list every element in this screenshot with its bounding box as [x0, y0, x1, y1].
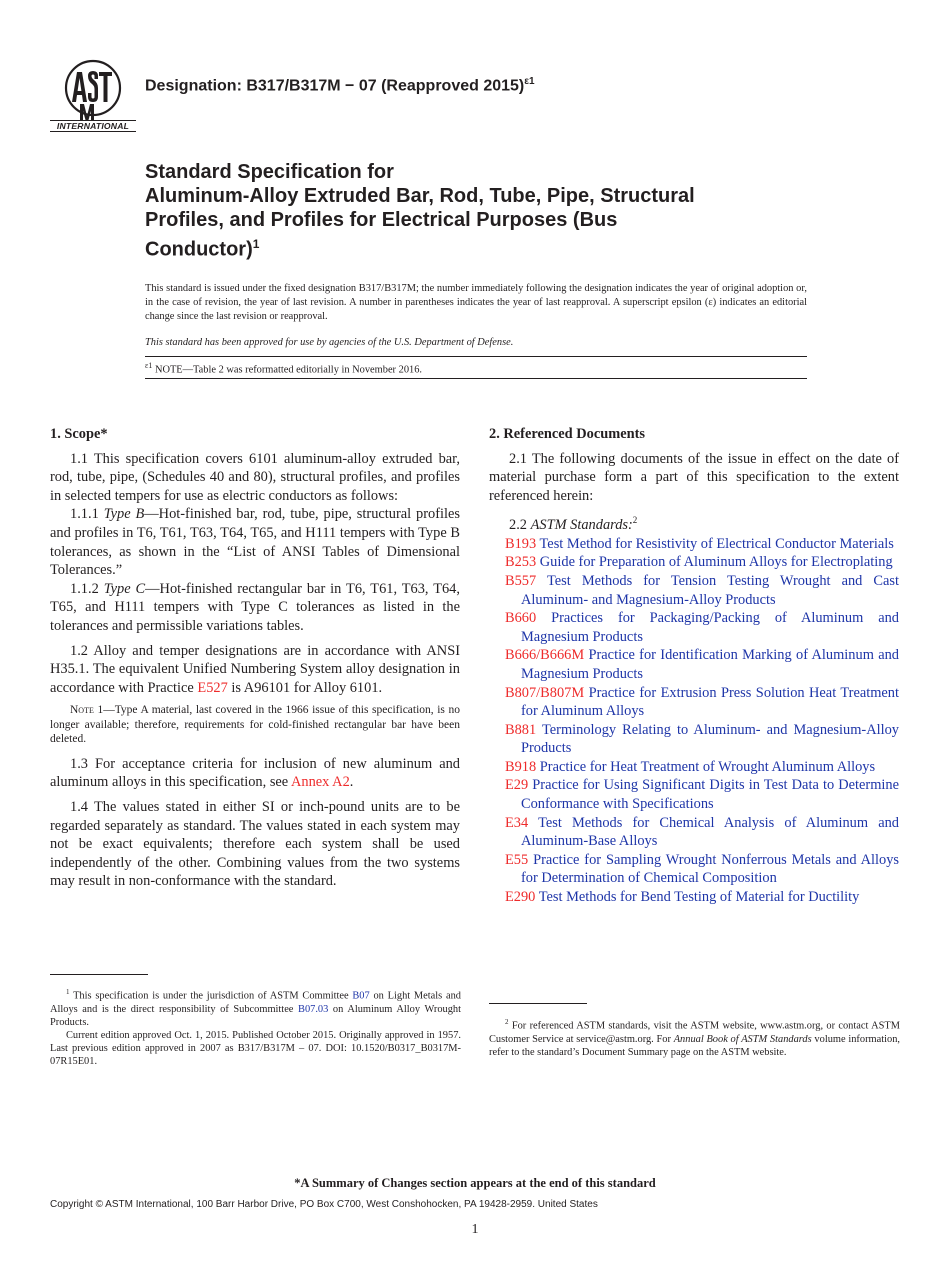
footnote-2-book-title: Annual Book of ASTM Standards: [673, 1033, 812, 1045]
footnote-rule-left: [50, 974, 148, 975]
epsilon-mark: ε1: [145, 361, 153, 370]
issuance-statement: This standard is issued under the fixed designation B317/B317M; the number immediately following the designation indicates the year of original adoption or, in the case of revision, the year of last revision. A number in parentheses indicates the year of last reapproval. A superscript epsilon (ε) indicates an editorial change since the last revision or reapproval.: [145, 283, 807, 322]
logo-wordmark: INTERNATIONAL: [50, 120, 136, 132]
reference-item: [489, 553, 899, 572]
reference-code-link[interactable]: E34: [505, 814, 529, 831]
reference-code-link[interactable]: E29: [505, 777, 529, 794]
type-c-term: Type C: [103, 580, 146, 597]
referenced-heading: 2. Referenced Documents: [489, 426, 645, 442]
astm-logo: [50, 58, 136, 134]
para-2-1: 2.1 The following documents of the issue in effect on the date of material purchase form a part of this specification to the extent referenced herein:: [489, 450, 899, 504]
footnote-1-mark: 1: [66, 988, 70, 996]
reference-item: [489, 776, 899, 813]
reference-title-link[interactable]: Test Methods for Chemical Analysis of Aluminum and Aluminum-Base Alloys: [521, 814, 899, 850]
note-1-text: 1—Type A material, last covered in the 1966 issue of this specification, is no longer available; therefore, requirements for cold-finished rectangular bar have been deleted.: [50, 704, 460, 746]
divider-top: [145, 356, 807, 357]
reference-code-link[interactable]: E55: [505, 851, 529, 868]
reference-title-link[interactable]: Test Method for Resistivity of Electrical Conductor Materials: [536, 535, 894, 552]
note-1: [50, 703, 460, 747]
summary-of-changes-note: *A Summary of Changes section appears at the end of this standard: [294, 1176, 656, 1190]
para-1-2-text-b: is A96101 for Alloy 6101.: [227, 679, 383, 696]
footnote-2: [489, 1016, 900, 1059]
footnote-1-text-b: on Light Metals and Alloys and is the direct responsibility of Subcommittee: [50, 990, 461, 1015]
reference-item: [489, 758, 899, 777]
reference-title-link[interactable]: Terminology Relating to Aluminum- and Magnesium-Alloy Products: [521, 721, 899, 757]
type-b-term: Type B: [103, 506, 145, 523]
link-annex-a2[interactable]: Annex A2: [291, 774, 350, 791]
reference-title-link[interactable]: Test Methods for Bend Testing of Material for Ductility: [535, 889, 860, 906]
designation-superscript: ε1: [524, 76, 535, 87]
reference-item: [489, 535, 899, 554]
reference-code-link[interactable]: B660: [505, 610, 537, 627]
reference-code-link[interactable]: B557: [505, 572, 537, 589]
reference-item: [489, 572, 899, 609]
para-1-2-text-a: 1.2 Alloy and temper designations are in accordance with ANSI H35.1. The equivalent Unified Numbering System alloy designation in accordance with Practice: [50, 642, 460, 696]
reference-code-link[interactable]: B881: [505, 721, 537, 738]
para-1-3-text-b: .: [349, 774, 354, 791]
copyright-line: Copyright © ASTM International, 100 Barr Harbor Drive, PO Box C700, West Conshohocken, PA 19428-2959. United States: [50, 1199, 598, 1210]
footnote-2-mark-bottom: 2: [505, 1018, 509, 1026]
title-line-4-text: Conductor): [145, 238, 253, 261]
title-line-3: Profiles, and Profiles for Electrical Purposes (Bus: [145, 209, 618, 231]
note-1-label: Note: [70, 704, 94, 717]
link-b07-03[interactable]: B07.03: [298, 1003, 329, 1015]
title-line-2: Aluminum-Alloy Extruded Bar, Rod, Tube, Pipe, Structural: [145, 185, 695, 207]
para-1-1-2-num: 1.1.2: [70, 580, 104, 597]
reference-code-link[interactable]: B193: [505, 535, 537, 552]
reference-code-link[interactable]: B918: [505, 758, 537, 775]
footnote-2-para: [489, 1016, 900, 1059]
designation-text: Designation: B317/B317M − 07 (Reapproved 2015): [145, 77, 525, 95]
reference-item: [489, 721, 899, 758]
reference-item: [489, 888, 899, 907]
footnote-1-para-1: [50, 986, 461, 1029]
footnote-1-text-a: This specification is under the jurisdiction of ASTM Committee: [69, 990, 353, 1002]
scope-heading: 1. Scope*: [50, 426, 108, 442]
scope-section: [50, 425, 460, 897]
para-1-4: 1.4 The values stated in either SI or inch-pound units are to be regarded separately as standard. The values stated in each system may not be exact equivalents; therefore each system shall be used independently of the other. Combining values from the two systems may result in non-conformance with the standard.: [50, 799, 460, 890]
reference-item: [489, 609, 899, 646]
reference-title-link[interactable]: Guide for Preparation of Aluminum Alloys for Electroplating: [536, 554, 893, 571]
footnote-1-text-c: on Aluminum Alloy Wrought Products.: [50, 1003, 461, 1028]
reference-title-link[interactable]: Practices for Packaging/Packing of Aluminum and Magnesium Products: [521, 610, 899, 645]
reference-title-link[interactable]: Practice for Sampling Wrought Nonferrous Metals and Alloys for Determination of Chemical Composition: [521, 851, 899, 887]
para-1-1: 1.1 This specification covers 6101 aluminum-alloy extruded bar, rod, tube, pipe, (Schedules 40 and 80), structural profiles, and profiles in selected tempers for use as electric conductors as follows:: [50, 450, 460, 504]
reference-item: [489, 684, 899, 721]
footnote-2-mark: 2: [632, 515, 638, 526]
link-e527[interactable]: E527: [197, 679, 228, 696]
para-1-1-2-text: —Hot-finished rectangular bar in T6, T61, T63, T64, T65, and H111 tempers with Type C tolerances as listed in the tolerances and permissible variations tables.: [50, 580, 460, 634]
astm-standards-label: ASTM Standards:: [530, 517, 633, 534]
editorial-note: [145, 361, 422, 375]
reference-title-link[interactable]: Practice for Heat Treatment of Wrought Aluminum Alloys: [536, 758, 876, 775]
reference-title-link[interactable]: Practice for Identification Marking of Aluminum and Magnesium Products: [521, 647, 899, 682]
footnote-rule-right: [489, 1003, 587, 1004]
para-1-1-1: [50, 505, 460, 579]
title-line-4: [145, 232, 865, 262]
referenced-standards-list: [489, 535, 899, 907]
editorial-note-text: NOTE—Table 2 was reformatted editorially in November 2016.: [152, 364, 422, 376]
footnote-2-text-b: volume information, refer to the standard’s Document Summary page on the ASTM website.: [489, 1033, 900, 1058]
reference-code-link[interactable]: B666/B666M: [505, 647, 585, 664]
link-b07[interactable]: B07: [352, 990, 370, 1002]
title-line-1: Standard Specification for: [145, 161, 394, 183]
reference-code-link[interactable]: B253: [505, 554, 537, 571]
para-1-1-1-num: 1.1.1: [70, 506, 104, 523]
para-1-1-1-text: —Hot-finished bar, rod, tube, pipe, structural profiles and profiles in T6, T61, T63, T64, T65, and H111 tempers with Type B tolerances, as shown in the “List of ANSI Tables of Dimensional Tolerances.”: [50, 506, 460, 579]
reference-title-link[interactable]: Practice for Using Significant Digits in Test Data to Determine Conformance with Specifications: [521, 777, 899, 813]
document-title: [145, 160, 865, 262]
para-1-1-2: [50, 580, 460, 636]
reference-item: [489, 851, 899, 888]
para-1-3-text-a: 1.3 For acceptance criteria for inclusion of new aluminum and aluminum alloys in this specification, see: [50, 755, 460, 791]
para-2-2: [489, 511, 899, 534]
referenced-documents-section: [489, 425, 899, 907]
footnote-1: [50, 986, 461, 1069]
page-number: 1: [471, 1222, 479, 1237]
reference-item: [489, 646, 899, 683]
reference-title-link[interactable]: Test Methods for Tension Testing Wrought and Cast Aluminum- and Magnesium-Alloy Products: [521, 572, 899, 608]
para-2-2-num: 2.2: [509, 517, 531, 534]
reference-code-link[interactable]: B807/B807M: [505, 684, 585, 701]
footnote-1-para-2: Current edition approved Oct. 1, 2015. Published October 2015. Originally approved in 1957. Last previous edition approved in 2007 as B317/B317M – 07. DOI: 10.1520/B0317_B0317M-07R15E01.: [50, 1030, 461, 1068]
para-1-3: [50, 755, 460, 792]
title-footnote-mark: 1: [252, 237, 260, 251]
divider-bottom: [145, 378, 807, 379]
designation: [145, 76, 535, 95]
reference-item: [489, 814, 899, 851]
dod-approval-statement: This standard has been approved for use by agencies of the U.S. Department of Defense.: [145, 337, 514, 348]
footnote-2-text-a: For referenced ASTM standards, visit the ASTM website, www.astm.org, or contact ASTM Customer Service at service@astm.org. For: [489, 1020, 900, 1045]
reference-code-link[interactable]: E290: [505, 889, 536, 906]
para-1-2: [50, 642, 460, 698]
reference-title-link[interactable]: Practice for Extrusion Press Solution Heat Treatment for Aluminum Alloys: [521, 684, 899, 720]
